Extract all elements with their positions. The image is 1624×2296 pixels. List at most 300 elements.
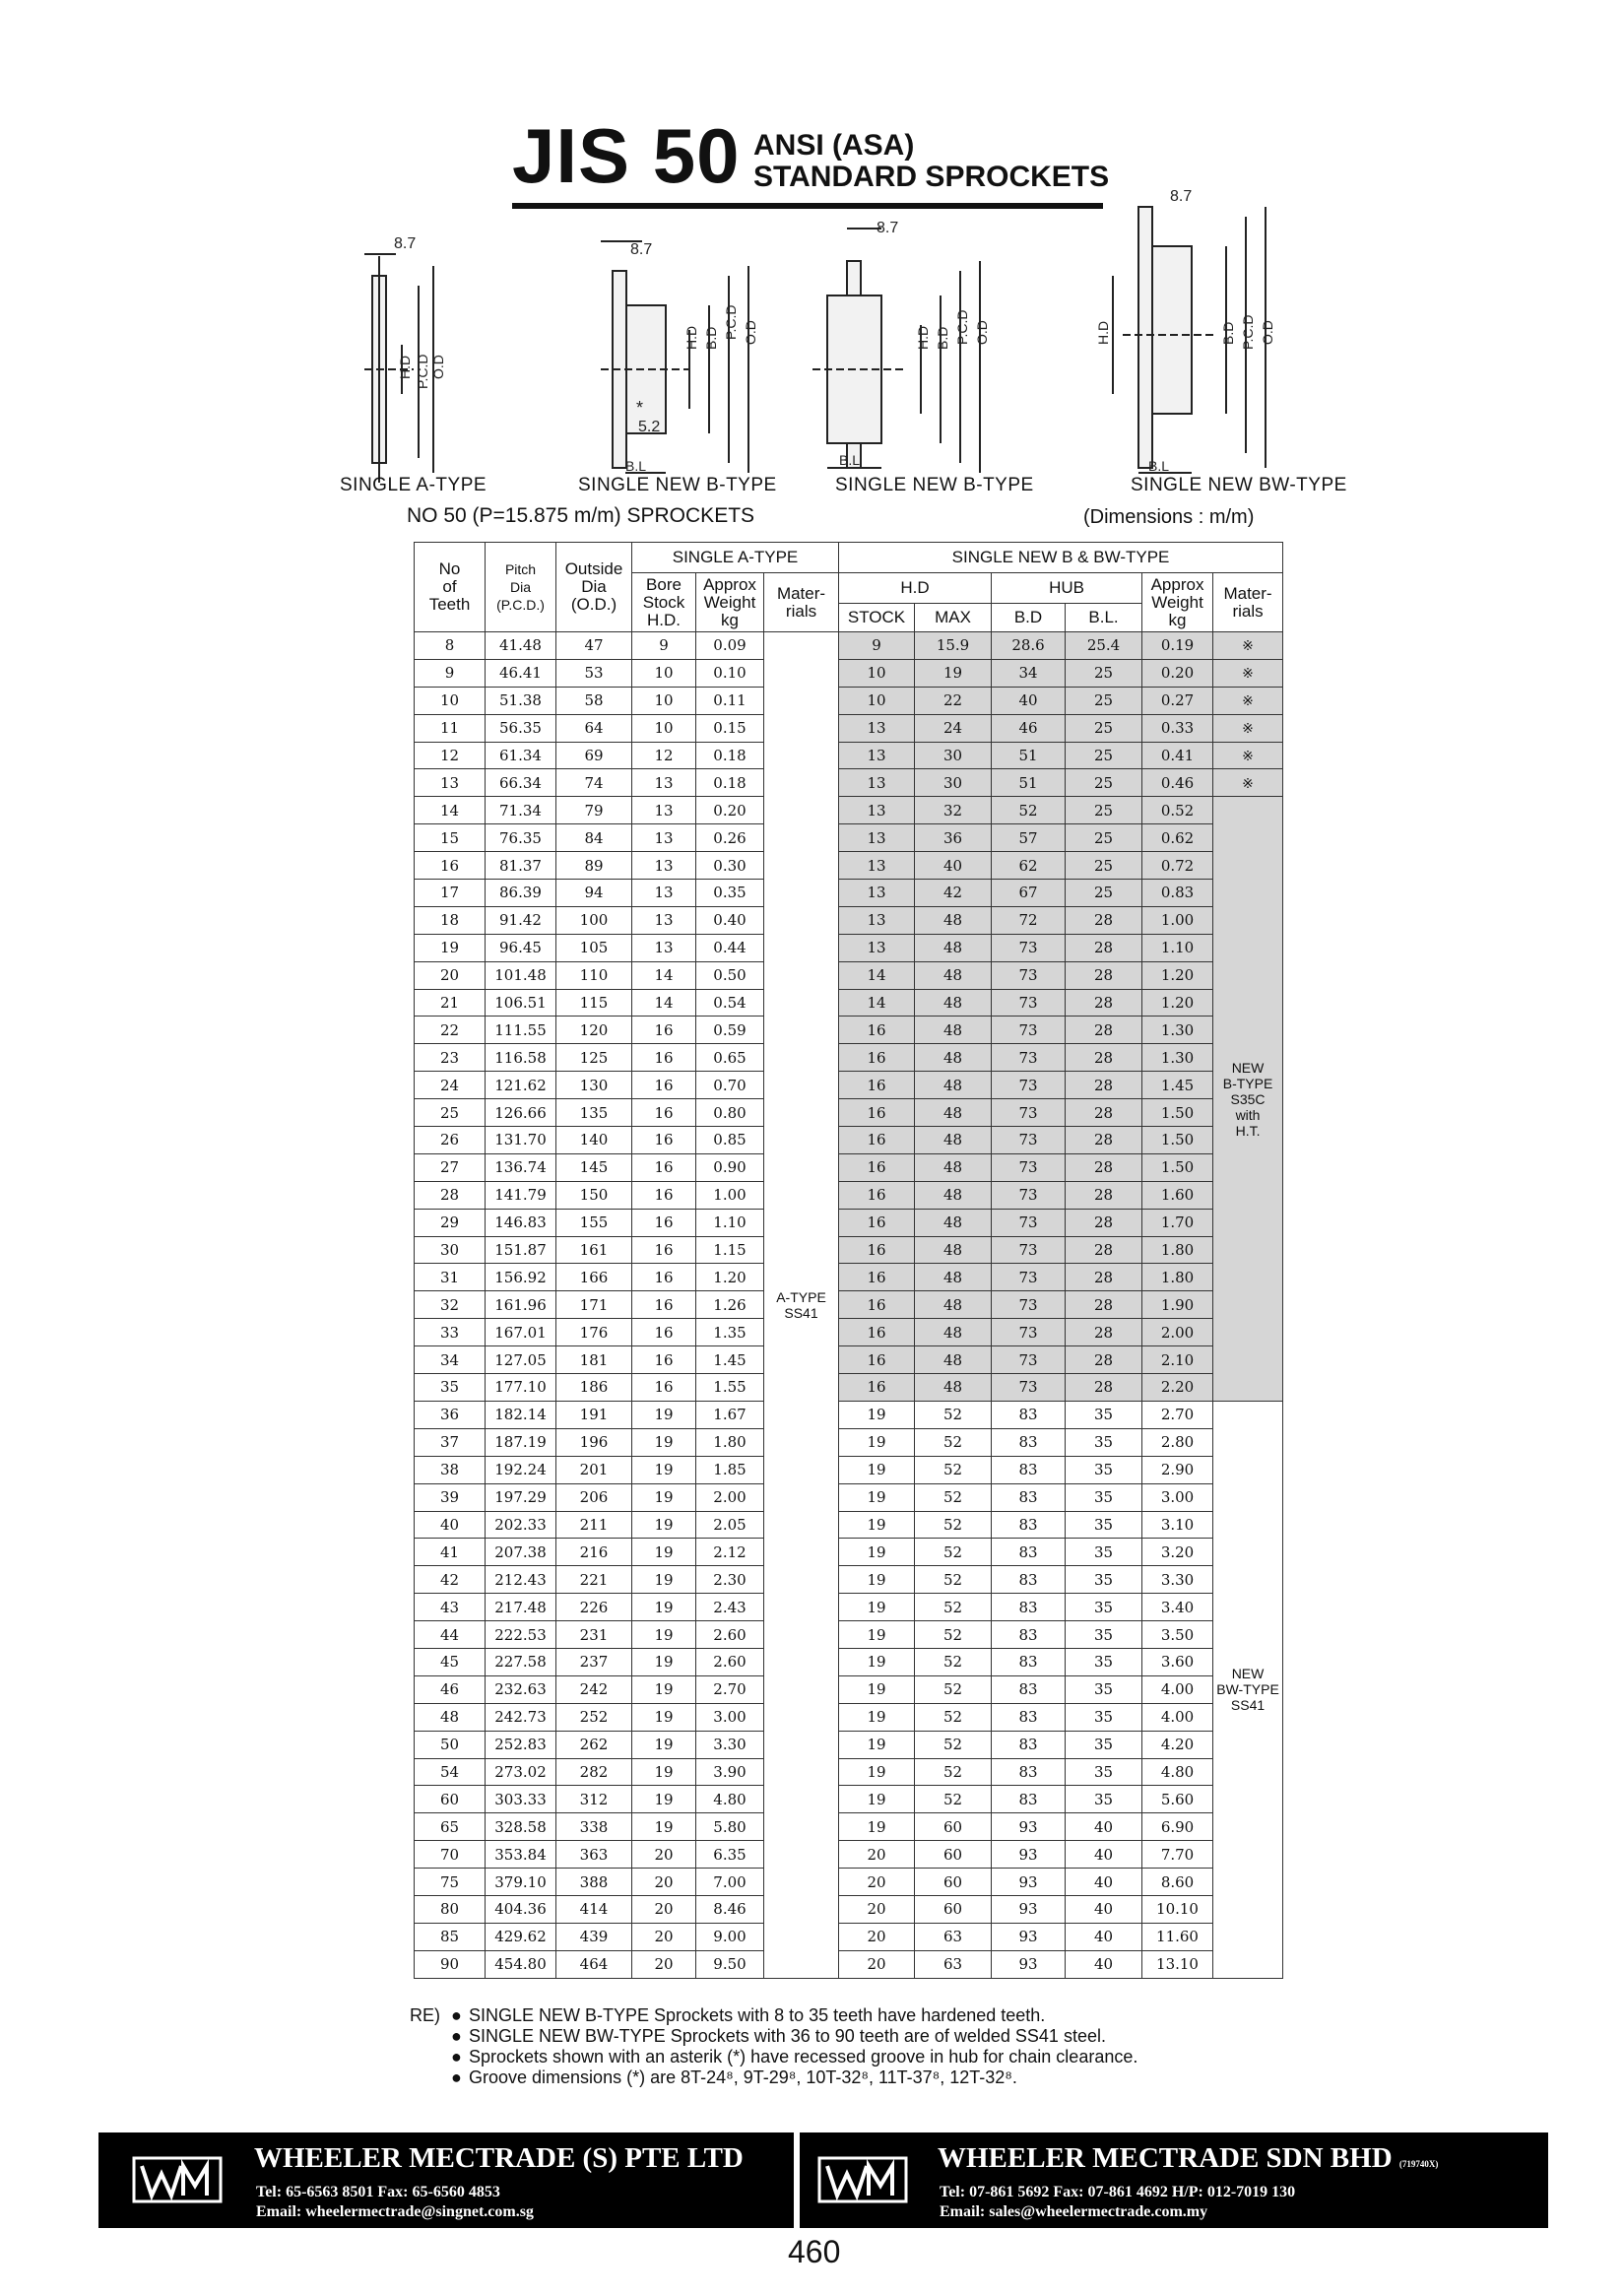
table-cell: 25 [1066, 769, 1142, 797]
table-cell: 28 [1066, 1346, 1142, 1374]
table-row [415, 1209, 1283, 1236]
table-cell: 83 [992, 1401, 1066, 1428]
table-cell: 48 [915, 1319, 992, 1346]
table-cell: 35 [1066, 1703, 1142, 1731]
table-cell: 73 [992, 1319, 1066, 1346]
table-cell: 48 [915, 1346, 992, 1374]
table-cell: 83 [992, 1594, 1066, 1621]
table-cell: 19 [632, 1648, 696, 1675]
table-row [415, 1841, 1283, 1869]
table-cell: 303.33 [486, 1786, 556, 1813]
table-cell: 40 [915, 852, 992, 880]
table-cell: 13.10 [1142, 1950, 1213, 1978]
table-cell: 13 [632, 797, 696, 824]
notes-prefix: RE) [410, 2005, 440, 2025]
asterisk-b: * [636, 398, 644, 418]
table-cell: 25 [1066, 659, 1142, 687]
table-cell: 2.05 [696, 1511, 764, 1539]
table-cell: 48 [915, 1017, 992, 1044]
table-cell: 16 [632, 1346, 696, 1374]
table-cell: 28 [1066, 961, 1142, 989]
table-cell: 2.80 [1142, 1428, 1213, 1456]
table-cell: 83 [992, 1675, 1066, 1703]
table-cell: 0.20 [696, 797, 764, 824]
table-row [415, 1594, 1283, 1621]
dim-8-7-c: 8.7 [877, 220, 899, 236]
spec-table-body [415, 632, 1283, 1979]
table-cell: 0.26 [696, 824, 764, 852]
table-cell: 25.4 [1066, 632, 1142, 660]
table-cell: 2.43 [696, 1594, 764, 1621]
notes [410, 2005, 1137, 2088]
table-cell: 13 [839, 880, 915, 907]
footer-right-email: Email: sales@wheelermectrade.com.my [940, 2203, 1208, 2220]
table-cell: 206 [556, 1483, 632, 1511]
table-row [415, 1127, 1283, 1154]
bd-label-c: B.D [935, 326, 950, 350]
table-cell: 145 [556, 1153, 632, 1181]
asterisk-marker: ※ [1213, 632, 1283, 660]
table-cell: 2.60 [696, 1648, 764, 1675]
table-cell: 12 [415, 742, 486, 769]
dimensions-note: (Dimensions : m/m) [1083, 506, 1255, 528]
table-row [415, 1758, 1283, 1786]
table-cell: 83 [992, 1428, 1066, 1456]
table-cell: 1.00 [1142, 906, 1213, 934]
table-row [415, 1511, 1283, 1539]
footer-right-contact: Tel: 07-861 5692 Fax: 07-861 4692 H/P: 012-7019 130 [940, 2184, 1296, 2200]
table-cell: 19 [632, 1813, 696, 1841]
table-cell: 20 [632, 1841, 696, 1869]
table-cell: 4.00 [1142, 1703, 1213, 1731]
table-cell: 0.52 [1142, 797, 1213, 824]
table-cell: 19 [632, 1703, 696, 1731]
table-cell: 8.46 [696, 1895, 764, 1923]
table-cell: 140 [556, 1127, 632, 1154]
table-cell: 1.55 [696, 1374, 764, 1402]
table-cell: 63 [915, 1923, 992, 1950]
table-cell: 0.40 [696, 906, 764, 934]
table-cell: 28 [415, 1181, 486, 1209]
table-cell: 52 [915, 1401, 992, 1428]
table-cell: 3.50 [1142, 1621, 1213, 1649]
table-row [415, 1950, 1283, 1978]
col-hub: HUB [992, 573, 1142, 604]
table-cell: 48 [915, 989, 992, 1017]
table-cell: 24 [415, 1072, 486, 1099]
table-cell: 3.60 [1142, 1648, 1213, 1675]
table-cell: 73 [992, 1346, 1066, 1374]
table-cell: 19 [839, 1539, 915, 1566]
table-cell: 19 [839, 1731, 915, 1758]
col-no-of-teeth: No of Teeth [415, 543, 486, 632]
table-cell: 14 [415, 797, 486, 824]
table-cell: 14 [632, 961, 696, 989]
table-cell: 73 [992, 1236, 1066, 1264]
table-cell: 48 [915, 906, 992, 934]
table-row [415, 1044, 1283, 1072]
dim-8-7-d: 8.7 [1170, 188, 1193, 205]
table-cell: 18 [415, 906, 486, 934]
table-cell: 13 [632, 906, 696, 934]
table-cell: 19 [632, 1675, 696, 1703]
table-cell: 48 [915, 1127, 992, 1154]
table-cell: 40 [1066, 1950, 1142, 1978]
table-cell: 76.35 [486, 824, 556, 852]
table-cell: 19 [632, 1428, 696, 1456]
table-cell: 52 [915, 1428, 992, 1456]
table-cell: 28 [1066, 1264, 1142, 1291]
hd-label-d: H.D [1095, 320, 1111, 345]
table-row [415, 687, 1283, 714]
table-cell: 19 [839, 1511, 915, 1539]
table-cell: 282 [556, 1758, 632, 1786]
table-cell: 19 [915, 659, 992, 687]
table-cell: 273.02 [486, 1758, 556, 1786]
table-cell: 106.51 [486, 989, 556, 1017]
table-cell: 35 [1066, 1594, 1142, 1621]
diagram-single-new-bw-type [1095, 188, 1275, 474]
table-cell: 16 [632, 1153, 696, 1181]
table-cell: 20 [839, 1950, 915, 1978]
table-cell: 0.54 [696, 989, 764, 1017]
table-row [415, 742, 1283, 769]
table-cell: 0.41 [1142, 742, 1213, 769]
table-cell: 9.00 [696, 1923, 764, 1950]
table-cell: 45 [415, 1648, 486, 1675]
table-cell: 20 [839, 1869, 915, 1896]
table-cell: 42 [915, 880, 992, 907]
bl-label-d: B.L [1148, 458, 1170, 474]
table-cell: 30 [915, 742, 992, 769]
table-cell: 35 [1066, 1483, 1142, 1511]
table-cell: 141.79 [486, 1181, 556, 1209]
table-cell: 0.27 [1142, 687, 1213, 714]
table-cell: 1.00 [696, 1181, 764, 1209]
table-cell: 83 [992, 1621, 1066, 1649]
table-cell: 15 [415, 824, 486, 852]
table-cell: 16 [839, 1044, 915, 1072]
table-cell: 110 [556, 961, 632, 989]
table-cell: 66.34 [486, 769, 556, 797]
table-cell: 5.60 [1142, 1786, 1213, 1813]
table-cell: 5.80 [696, 1813, 764, 1841]
footer-left-company: WHEELER MECTRADE (S) PTE LTD [254, 2142, 744, 2174]
table-cell: 46.41 [486, 659, 556, 687]
table-cell: 125 [556, 1044, 632, 1072]
materials-a-type: A-TYPE SS41 [764, 632, 839, 1979]
table-cell: 48 [915, 1264, 992, 1291]
table-cell: 93 [992, 1895, 1066, 1923]
table-row [415, 1675, 1283, 1703]
table-cell: 1.15 [696, 1236, 764, 1264]
table-cell: 81.37 [486, 852, 556, 880]
table-cell: 25 [1066, 742, 1142, 769]
table-cell: 1.45 [1142, 1072, 1213, 1099]
table-row [415, 852, 1283, 880]
table-cell: 155 [556, 1209, 632, 1236]
table-cell: 28 [1066, 906, 1142, 934]
table-cell: 52 [915, 1456, 992, 1483]
table-row [415, 632, 1283, 660]
table-cell: 1.80 [1142, 1264, 1213, 1291]
table-cell: 1.45 [696, 1346, 764, 1374]
table-row [415, 1153, 1283, 1181]
table-cell: 48 [915, 934, 992, 961]
table-cell: 10 [415, 687, 486, 714]
table-cell: 39 [415, 1483, 486, 1511]
table-cell: 19 [839, 1621, 915, 1649]
table-cell: 13 [632, 880, 696, 907]
table-cell: 3.00 [1142, 1483, 1213, 1511]
table-cell: 13 [839, 769, 915, 797]
hd-label-b: H.D [683, 325, 699, 350]
table-cell: 52 [915, 1621, 992, 1649]
table-cell: 40 [415, 1511, 486, 1539]
table-cell: 73 [992, 1291, 1066, 1319]
table-cell: 1.90 [1142, 1291, 1213, 1319]
table-cell: 2.10 [1142, 1346, 1213, 1374]
title-ansi: ANSI (ASA) [753, 129, 915, 162]
table-cell: 197.29 [486, 1483, 556, 1511]
table-cell: 16 [632, 1291, 696, 1319]
table-cell: 202.33 [486, 1511, 556, 1539]
table-cell: 19 [632, 1511, 696, 1539]
col-materials-b: Mater- rials [1213, 573, 1283, 632]
footer [98, 2132, 1548, 2228]
table-cell: 7.70 [1142, 1841, 1213, 1869]
col-max: MAX [915, 604, 992, 632]
table-cell: 1.80 [696, 1428, 764, 1456]
table-cell: 70 [415, 1841, 486, 1869]
table-cell: 2.70 [696, 1675, 764, 1703]
table-cell: 10 [632, 714, 696, 742]
table-cell: 83 [992, 1511, 1066, 1539]
table-cell: 1.10 [1142, 934, 1213, 961]
table-cell: 35 [1066, 1648, 1142, 1675]
table-row [415, 1539, 1283, 1566]
table-cell: 35 [1066, 1401, 1142, 1428]
table-cell: 0.50 [696, 961, 764, 989]
table-cell: 115 [556, 989, 632, 1017]
table-cell: 16 [839, 1181, 915, 1209]
table-row [415, 1869, 1283, 1896]
table-row [415, 1648, 1283, 1675]
table-cell: 30 [915, 769, 992, 797]
table-cell: 328.58 [486, 1813, 556, 1841]
table-cell: 35 [1066, 1731, 1142, 1758]
table-cell: 19 [632, 1401, 696, 1428]
table-cell: 0.44 [696, 934, 764, 961]
table-cell: 379.10 [486, 1869, 556, 1896]
table-cell: 86.39 [486, 880, 556, 907]
table-cell: 73 [992, 1264, 1066, 1291]
table-cell: 15.9 [915, 632, 992, 660]
table-cell: 52 [915, 1511, 992, 1539]
table-cell: 16 [415, 852, 486, 880]
table-cell: 60 [915, 1895, 992, 1923]
diagram-single-a-type [364, 235, 446, 483]
table-cell: 3.40 [1142, 1594, 1213, 1621]
table-cell: 0.80 [696, 1099, 764, 1127]
table-cell: 28 [1066, 1127, 1142, 1154]
table-cell: 52 [915, 1758, 992, 1786]
table-cell: 252 [556, 1703, 632, 1731]
table-cell: 19 [632, 1566, 696, 1594]
table-cell: 20 [839, 1895, 915, 1923]
table-cell: 19 [839, 1813, 915, 1841]
bl-label-c: B.L [839, 452, 861, 468]
table-cell: 1.85 [696, 1456, 764, 1483]
table-cell: 20 [632, 1895, 696, 1923]
table-cell: 186 [556, 1374, 632, 1402]
table-cell: 34 [992, 659, 1066, 687]
table-cell: 111.55 [486, 1017, 556, 1044]
diagram-single-new-b-type-1 [601, 241, 758, 474]
table-row [415, 1401, 1283, 1428]
table-cell: 131.70 [486, 1127, 556, 1154]
table-cell: 1.20 [696, 1264, 764, 1291]
table-cell: 31 [415, 1264, 486, 1291]
table-row [415, 989, 1283, 1017]
pcd-label-a: P.C.D [415, 354, 430, 389]
table-cell: 242 [556, 1675, 632, 1703]
table-cell: 16 [632, 1209, 696, 1236]
materials-new-bw-type: NEW BW-TYPE SS41 [1213, 1401, 1283, 1978]
table-cell: 21 [415, 989, 486, 1017]
col-stock: STOCK [839, 604, 915, 632]
table-cell: 16 [839, 1153, 915, 1181]
table-cell: 16 [632, 1099, 696, 1127]
table-cell: 48 [415, 1703, 486, 1731]
table-cell: 16 [839, 1209, 915, 1236]
table-cell: 41 [415, 1539, 486, 1566]
table-cell: 85 [415, 1923, 486, 1950]
table-cell: 151.87 [486, 1236, 556, 1264]
table-cell: 16 [839, 1319, 915, 1346]
table-cell: 19 [839, 1758, 915, 1786]
table-row [415, 659, 1283, 687]
table-cell: 19 [632, 1786, 696, 1813]
table-cell: 35 [1066, 1758, 1142, 1786]
table-cell: 25 [1066, 797, 1142, 824]
table-cell: 262 [556, 1731, 632, 1758]
table-row [415, 1895, 1283, 1923]
table-cell: 69 [556, 742, 632, 769]
table-cell: 19 [839, 1675, 915, 1703]
table-cell: 13 [632, 934, 696, 961]
table-cell: 7.00 [696, 1869, 764, 1896]
hd-label-a: H.D [397, 355, 413, 379]
table-cell: 126.66 [486, 1099, 556, 1127]
table-cell: 35 [415, 1374, 486, 1402]
table-cell: 35 [1066, 1456, 1142, 1483]
table-row [415, 1813, 1283, 1841]
table-cell: 28 [1066, 1153, 1142, 1181]
table-subtitle: NO 50 (P=15.875 m/m) SPROCKETS [407, 504, 755, 527]
table-cell: 9.50 [696, 1950, 764, 1978]
table-cell: 3.00 [696, 1703, 764, 1731]
table-cell: 19 [839, 1703, 915, 1731]
table-cell: 4.20 [1142, 1731, 1213, 1758]
table-cell: 0.11 [696, 687, 764, 714]
table-cell: 0.35 [696, 880, 764, 907]
table-cell: 0.09 [696, 632, 764, 660]
table-cell: 3.90 [696, 1758, 764, 1786]
table-cell: 100 [556, 906, 632, 934]
table-cell: 73 [992, 1127, 1066, 1154]
table-cell: 19 [839, 1428, 915, 1456]
table-cell: 0.83 [1142, 880, 1213, 907]
table-cell: 41.48 [486, 632, 556, 660]
table-cell: 8.60 [1142, 1869, 1213, 1896]
table-cell: 40 [1066, 1813, 1142, 1841]
table-cell: 16 [632, 1181, 696, 1209]
table-cell: 16 [839, 1127, 915, 1154]
table-cell: 14 [839, 961, 915, 989]
table-cell: 13 [632, 824, 696, 852]
table-cell: 40 [1066, 1895, 1142, 1923]
pcd-label-c: P.C.D [954, 309, 970, 345]
table-cell: 93 [992, 1923, 1066, 1950]
table-cell: 20 [839, 1923, 915, 1950]
table-cell: 62 [992, 852, 1066, 880]
table-row [415, 714, 1283, 742]
col-pitch-dia: Pitch Dia (P.C.D.) [486, 543, 556, 632]
table-cell: 388 [556, 1869, 632, 1896]
table-cell: 1.10 [696, 1209, 764, 1236]
table-cell: 52 [915, 1594, 992, 1621]
table-cell: 216 [556, 1539, 632, 1566]
table-cell: 9 [839, 632, 915, 660]
table-cell: 242.73 [486, 1703, 556, 1731]
table-cell: 19 [632, 1483, 696, 1511]
table-row [415, 797, 1283, 824]
table-cell: 237 [556, 1648, 632, 1675]
asterisk-marker: ※ [1213, 659, 1283, 687]
table-cell: 90 [415, 1950, 486, 1978]
table-cell: 28 [1066, 1319, 1142, 1346]
table-cell: 48 [915, 1044, 992, 1072]
table-cell: 11 [415, 714, 486, 742]
table-cell: 28 [1066, 1181, 1142, 1209]
table-cell: 1.30 [1142, 1044, 1213, 1072]
table-cell: 51 [992, 742, 1066, 769]
table-cell: 222.53 [486, 1621, 556, 1649]
title-main: JIS 50 [512, 112, 741, 199]
table-cell: 201 [556, 1456, 632, 1483]
table-cell: 0.10 [696, 659, 764, 687]
table-cell: 89 [556, 852, 632, 880]
table-cell: 116.58 [486, 1044, 556, 1072]
table-cell: 16 [839, 1264, 915, 1291]
col-materials-a: Mater- rials [764, 573, 839, 632]
table-cell: 16 [632, 1264, 696, 1291]
table-cell: 0.18 [696, 769, 764, 797]
table-cell: 196 [556, 1428, 632, 1456]
diagram-label-single-new-b-type-2: SINGLE NEW B-TYPE [835, 475, 1034, 495]
table-cell: 187.19 [486, 1428, 556, 1456]
table-cell: 6.35 [696, 1841, 764, 1869]
table-row [415, 1264, 1283, 1291]
hd-label-c: H.D [915, 325, 931, 350]
table-cell: 25 [1066, 880, 1142, 907]
table-cell: 28 [1066, 1099, 1142, 1127]
title-standard: STANDARD SPROCKETS [753, 161, 1110, 193]
table-cell: 26 [415, 1127, 486, 1154]
table-row [415, 1374, 1283, 1402]
table-cell: 0.65 [696, 1044, 764, 1072]
